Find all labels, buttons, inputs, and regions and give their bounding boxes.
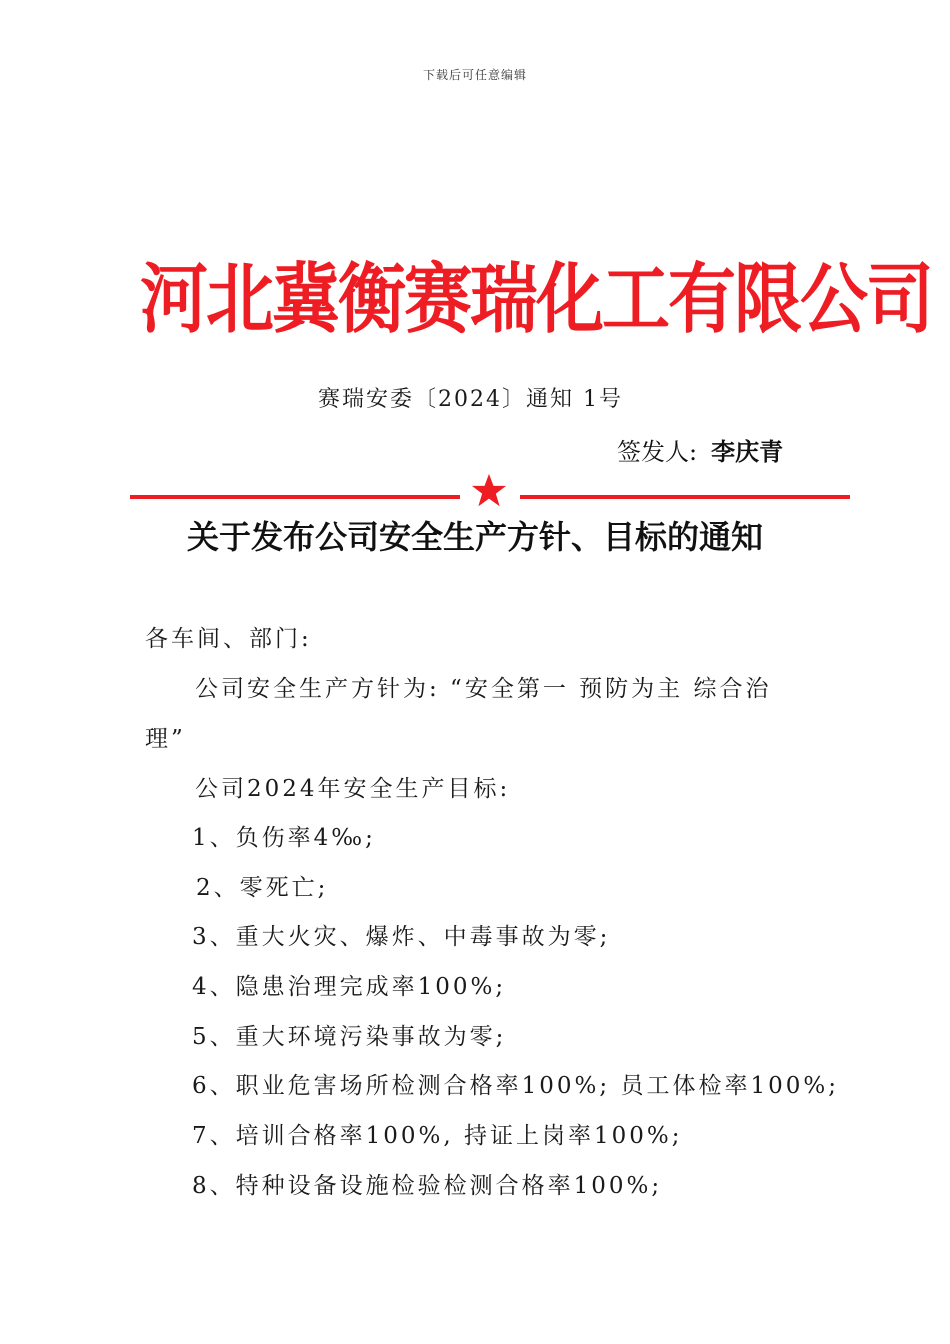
red-star-icon [470, 472, 508, 510]
letterhead-org-name: 河北冀衡赛瑞化工有限公司 [140, 256, 933, 345]
goal-item: 4、隐患治理完成率100%; [192, 974, 507, 1000]
goals-heading: 公司2024年安全生产目标: [195, 776, 511, 802]
goal-item: 2、零死亡; [196, 875, 329, 901]
salutation: 各车间、部门: [145, 626, 312, 652]
goal-item: 5、重大环境污染事故为零; [192, 1024, 507, 1050]
letterhead-divider-right [520, 495, 850, 499]
goal-item: 1、负伤率4‰; [192, 825, 376, 851]
goal-item: 6、职业危害场所检测合格率100%; 员工体检率100%; [192, 1073, 839, 1099]
issuer-line [617, 432, 783, 467]
issuer-name: 李庆青 [711, 438, 784, 466]
goal-item: 3、重大火灾、爆炸、中毒事故为零; [192, 924, 611, 950]
issuer-label: 签发人: [617, 438, 698, 466]
goal-item: 8、特种设备设施检验检测合格率100%; [192, 1173, 663, 1199]
watermark-text: 下载后可任意编辑 [422, 68, 527, 82]
notice-title: 关于发布公司安全生产方针、目标的通知 [186, 518, 763, 556]
goal-item: 7、培训合格率100%, 持证上岗率100%; [192, 1123, 683, 1149]
policy-line-1: 公司安全生产方针为: “安全第一 预防为主 综合治 [195, 676, 772, 702]
policy-line-2: 理” [145, 726, 186, 752]
letterhead-divider-left [130, 495, 460, 499]
document-number: 赛瑞安委〔2024〕通知 1号 [318, 387, 623, 412]
